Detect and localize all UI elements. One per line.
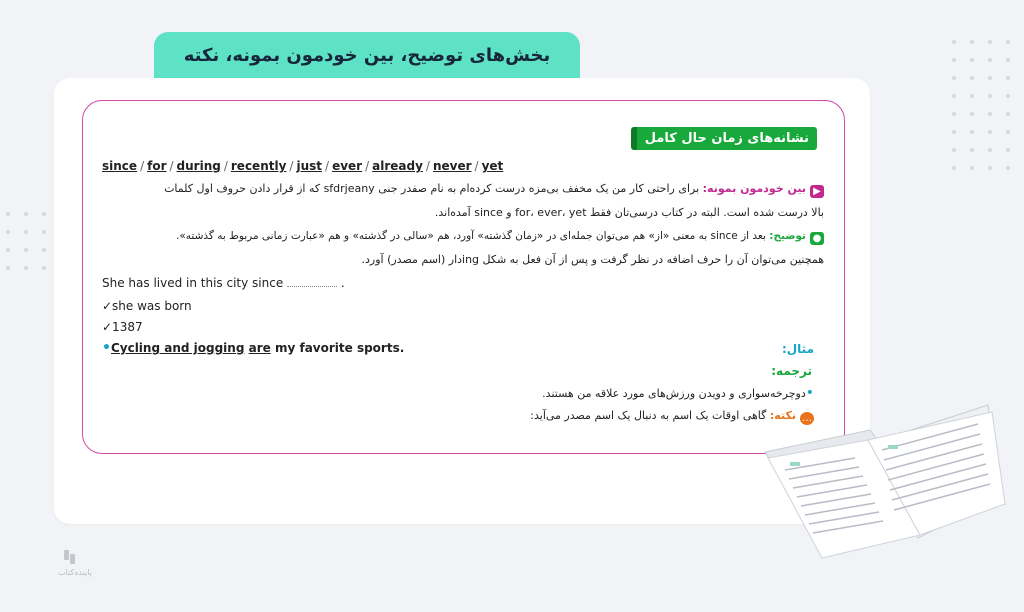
translation-label: ترجمه: bbox=[771, 364, 812, 378]
secret-text-1: برای راحتی کار من یک مخفف بی‌مزه درست کرده‌ام به نام صفدر جنی sfdrjeany که از قرار دادن حروف اول کلمات bbox=[164, 182, 700, 195]
header-title: بخش‌های توضیح، بین خودمون بمونه، نکته bbox=[154, 32, 580, 78]
chat-icon: … bbox=[802, 413, 812, 424]
option-item: ✓she was born bbox=[102, 299, 192, 313]
example-sentence: She has lived in this city since . bbox=[102, 276, 345, 290]
logo-icon bbox=[62, 548, 78, 568]
explanation-text-1: بعد از since به معنی «از» هم می‌توان جمله‌ای در «زمان گذشته» آورد، هم «سالی در گذشته» و هم «عبارت زمانی مربوط به گذشته». bbox=[176, 230, 766, 242]
book-illustration bbox=[760, 400, 1010, 570]
microphone-icon: ● bbox=[810, 232, 824, 245]
site-watermark: پاینده‌کتاب bbox=[58, 548, 92, 577]
secret-line-1 bbox=[164, 181, 824, 198]
section-title: نشانه‌های زمان حال کامل bbox=[631, 127, 817, 150]
secret-line-2: بالا درست شده است. البته در کتاب درسی‌تان فقط for، ever، yet و since آمده‌اند. bbox=[434, 206, 824, 219]
keyword: just bbox=[296, 159, 323, 173]
explanation-line-2: همچنین می‌توان آن را حرف اضافه در نظر گرفت و پس از آن فعل به شکل ingدار (اسم مصدر) آورد. bbox=[361, 253, 824, 266]
decorative-dots-left bbox=[6, 212, 46, 270]
option-item: ✓1387 bbox=[102, 320, 143, 334]
keyword: already bbox=[372, 159, 423, 173]
secret-label: بین خودمون بمونه: bbox=[702, 182, 806, 195]
keyword: during bbox=[176, 159, 221, 173]
example-2: •Cycling and jogging are my favorite sports. bbox=[102, 340, 405, 356]
lesson-box bbox=[82, 100, 845, 454]
explanation-label: توضیح: bbox=[769, 230, 806, 242]
keyword: since bbox=[102, 159, 138, 173]
note-label: نکته: bbox=[769, 409, 796, 422]
keyword: ever bbox=[332, 159, 363, 173]
note-text: گاهی اوقات یک اسم به دنبال یک اسم مصدر می‌آید: bbox=[530, 409, 767, 422]
decorative-dots-right bbox=[952, 40, 1010, 170]
translation-text: •دوچرخه‌سواری و دویدن ورزش‌های مورد علاقه من هستند. bbox=[542, 385, 814, 401]
example-label: مثال: bbox=[781, 342, 814, 356]
blank-line bbox=[287, 276, 337, 287]
keyword: yet bbox=[481, 159, 504, 173]
video-icon: ▶ bbox=[810, 185, 824, 198]
keyword: recently bbox=[230, 159, 287, 173]
keyword: never bbox=[432, 159, 472, 173]
keyword-list: since / for / during / recently / just / ever / already / never / yet bbox=[102, 159, 504, 173]
keyword: for bbox=[147, 159, 167, 173]
explanation-line-1 bbox=[176, 228, 824, 245]
